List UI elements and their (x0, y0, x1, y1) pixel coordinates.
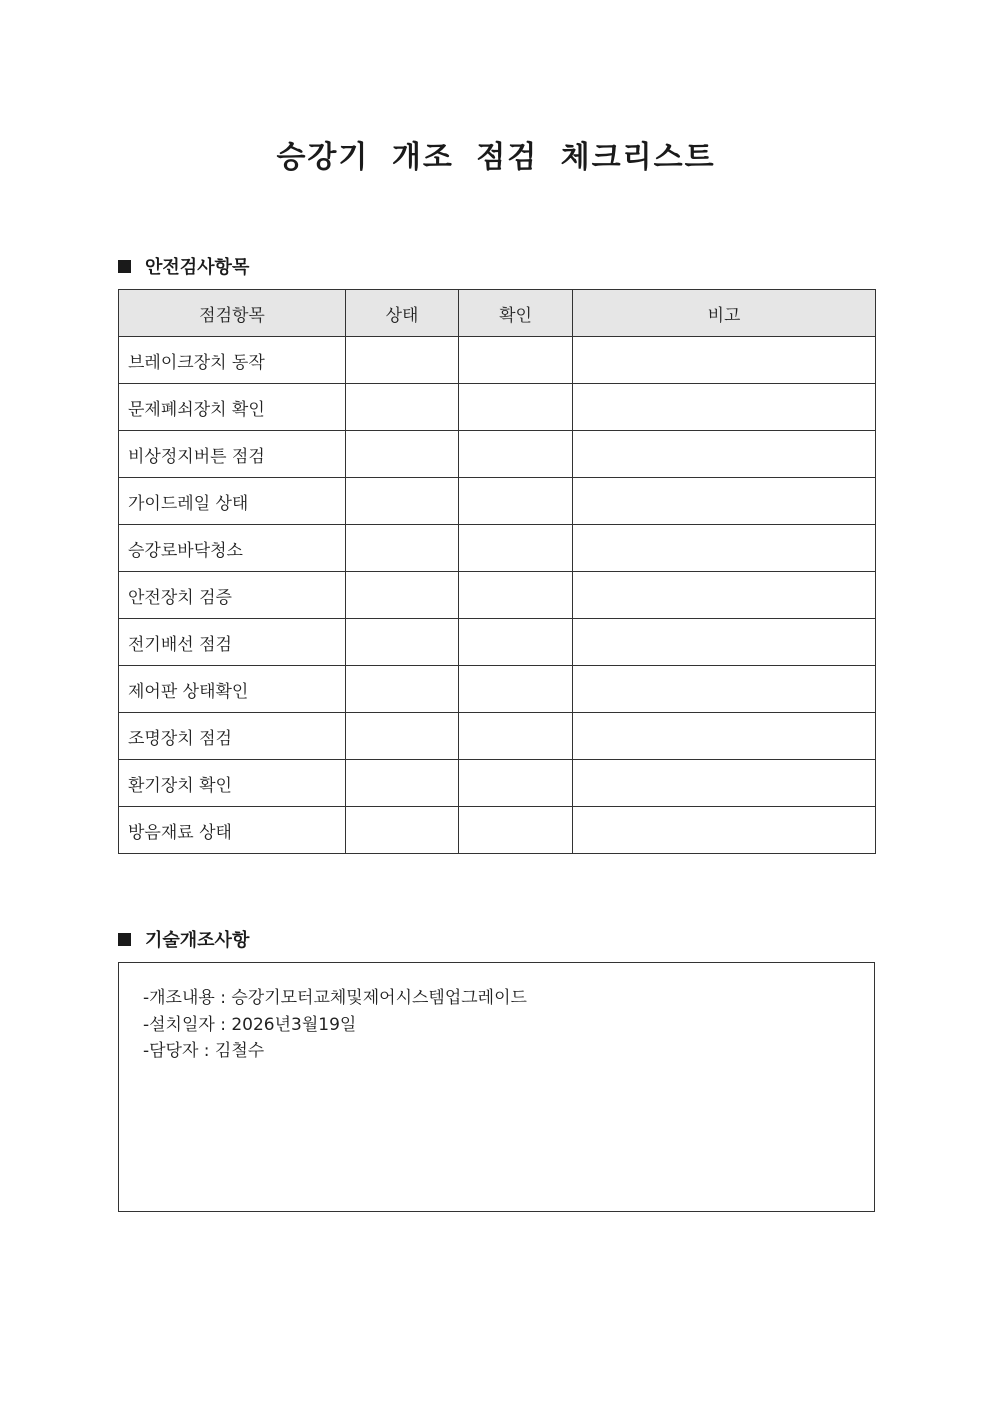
remarks-cell[interactable] (573, 431, 876, 478)
status-cell[interactable] (346, 619, 459, 666)
inspection-item: 전기배선 점검 (119, 619, 346, 666)
confirm-cell[interactable] (459, 431, 573, 478)
confirm-cell[interactable] (459, 572, 573, 619)
inspection-item: 브레이크장치 동작 (119, 337, 346, 384)
status-cell[interactable] (346, 337, 459, 384)
remarks-cell[interactable] (573, 384, 876, 431)
installation-date-line: -설치일자 : 2026년3월19일 (143, 1015, 357, 1035)
section-heading-text: 기술개조사항 (145, 930, 250, 951)
inspection-item: 환기장치 확인 (119, 760, 346, 807)
status-cell[interactable] (346, 478, 459, 525)
table-row (119, 478, 876, 525)
confirm-cell[interactable] (459, 666, 573, 713)
modification-notes-box (118, 962, 875, 1212)
inspection-item: 조명장치 점검 (119, 713, 346, 760)
table-row (119, 713, 876, 760)
confirm-cell[interactable] (459, 760, 573, 807)
table-row (119, 572, 876, 619)
column-header-remarks: 비고 (573, 290, 876, 337)
table-row (119, 619, 876, 666)
status-cell[interactable] (346, 807, 459, 854)
inspection-item: 문제폐쇠장치 확인 (119, 384, 346, 431)
remarks-cell[interactable] (573, 478, 876, 525)
inspection-item: 가이드레일 상태 (119, 478, 346, 525)
person-in-charge-line: -담당자 : 김철수 (143, 1041, 265, 1061)
section-heading-text: 안전검사항목 (145, 257, 250, 278)
status-cell[interactable] (346, 572, 459, 619)
status-cell[interactable] (346, 431, 459, 478)
confirm-cell[interactable] (459, 713, 573, 760)
column-header-item: 점검항목 (119, 290, 346, 337)
table-row (119, 384, 876, 431)
inspection-item: 제어판 상태확인 (119, 666, 346, 713)
remarks-cell[interactable] (573, 572, 876, 619)
table-row (119, 337, 876, 384)
status-cell[interactable] (346, 384, 459, 431)
table-row (119, 525, 876, 572)
status-cell[interactable] (346, 713, 459, 760)
table-row (119, 760, 876, 807)
inspection-item: 승강로바닥청소 (119, 525, 346, 572)
confirm-cell[interactable] (459, 478, 573, 525)
column-header-confirm: 확인 (459, 290, 573, 337)
square-bullet-icon (118, 933, 131, 946)
remarks-cell[interactable] (573, 666, 876, 713)
remarks-cell[interactable] (573, 760, 876, 807)
safety-inspection-heading (118, 253, 249, 279)
inspection-item: 방음재료 상태 (119, 807, 346, 854)
inspection-table (118, 289, 876, 854)
document-title: 승강기 개조 점검 체크리스트 (276, 140, 716, 175)
status-cell[interactable] (346, 760, 459, 807)
inspection-item: 안전장치 검증 (119, 572, 346, 619)
remarks-cell[interactable] (573, 525, 876, 572)
table-row (119, 431, 876, 478)
remarks-cell[interactable] (573, 619, 876, 666)
square-bullet-icon (118, 260, 131, 273)
remarks-cell[interactable] (573, 807, 876, 854)
confirm-cell[interactable] (459, 384, 573, 431)
modification-content-line: -개조내용 : 승강기모터교체및제어시스템업그레이드 (143, 988, 527, 1008)
confirm-cell[interactable] (459, 619, 573, 666)
table-row (119, 666, 876, 713)
confirm-cell[interactable] (459, 807, 573, 854)
confirm-cell[interactable] (459, 525, 573, 572)
confirm-cell[interactable] (459, 337, 573, 384)
table-row (119, 807, 876, 854)
column-header-status: 상태 (346, 290, 459, 337)
status-cell[interactable] (346, 666, 459, 713)
inspection-item: 비상정지버튼 점검 (119, 431, 346, 478)
remarks-cell[interactable] (573, 713, 876, 760)
remarks-cell[interactable] (573, 337, 876, 384)
table-header-row (119, 290, 876, 337)
technical-modification-heading (118, 926, 249, 952)
status-cell[interactable] (346, 525, 459, 572)
